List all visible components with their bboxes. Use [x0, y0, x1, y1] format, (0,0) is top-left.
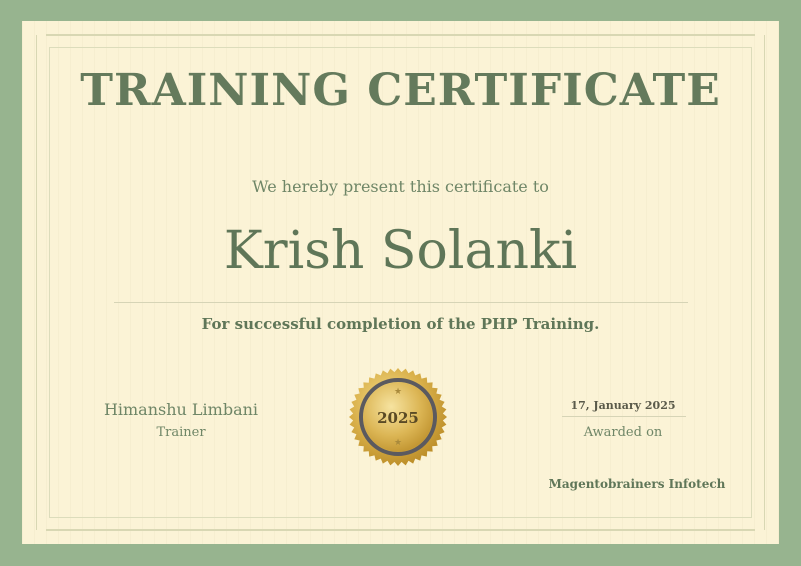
trainer-name: Himanshu Limbani — [103, 400, 259, 419]
seal-year: 2025 — [377, 409, 419, 427]
organization-name: Magentobrainers Infotech — [548, 477, 726, 491]
gold-seal — [348, 367, 448, 467]
presentation-line: We hereby present this certificate to — [252, 177, 549, 196]
recipient-name: Krish Solanki — [223, 221, 578, 281]
award-date-underline — [562, 416, 686, 417]
star-icon: ★ — [393, 438, 403, 448]
award-date: 17, January 2025 — [570, 399, 676, 412]
certificate-paper — [22, 21, 779, 544]
trainer-role: Trainer — [156, 425, 206, 440]
recipient-underline — [114, 302, 688, 303]
award-label: Awarded on — [583, 425, 663, 440]
completion-line: For successful completion of the PHP Training. — [201, 315, 600, 333]
star-icon: ★ — [393, 387, 403, 397]
certificate-title: TRAINING CERTIFICATE — [80, 65, 721, 116]
